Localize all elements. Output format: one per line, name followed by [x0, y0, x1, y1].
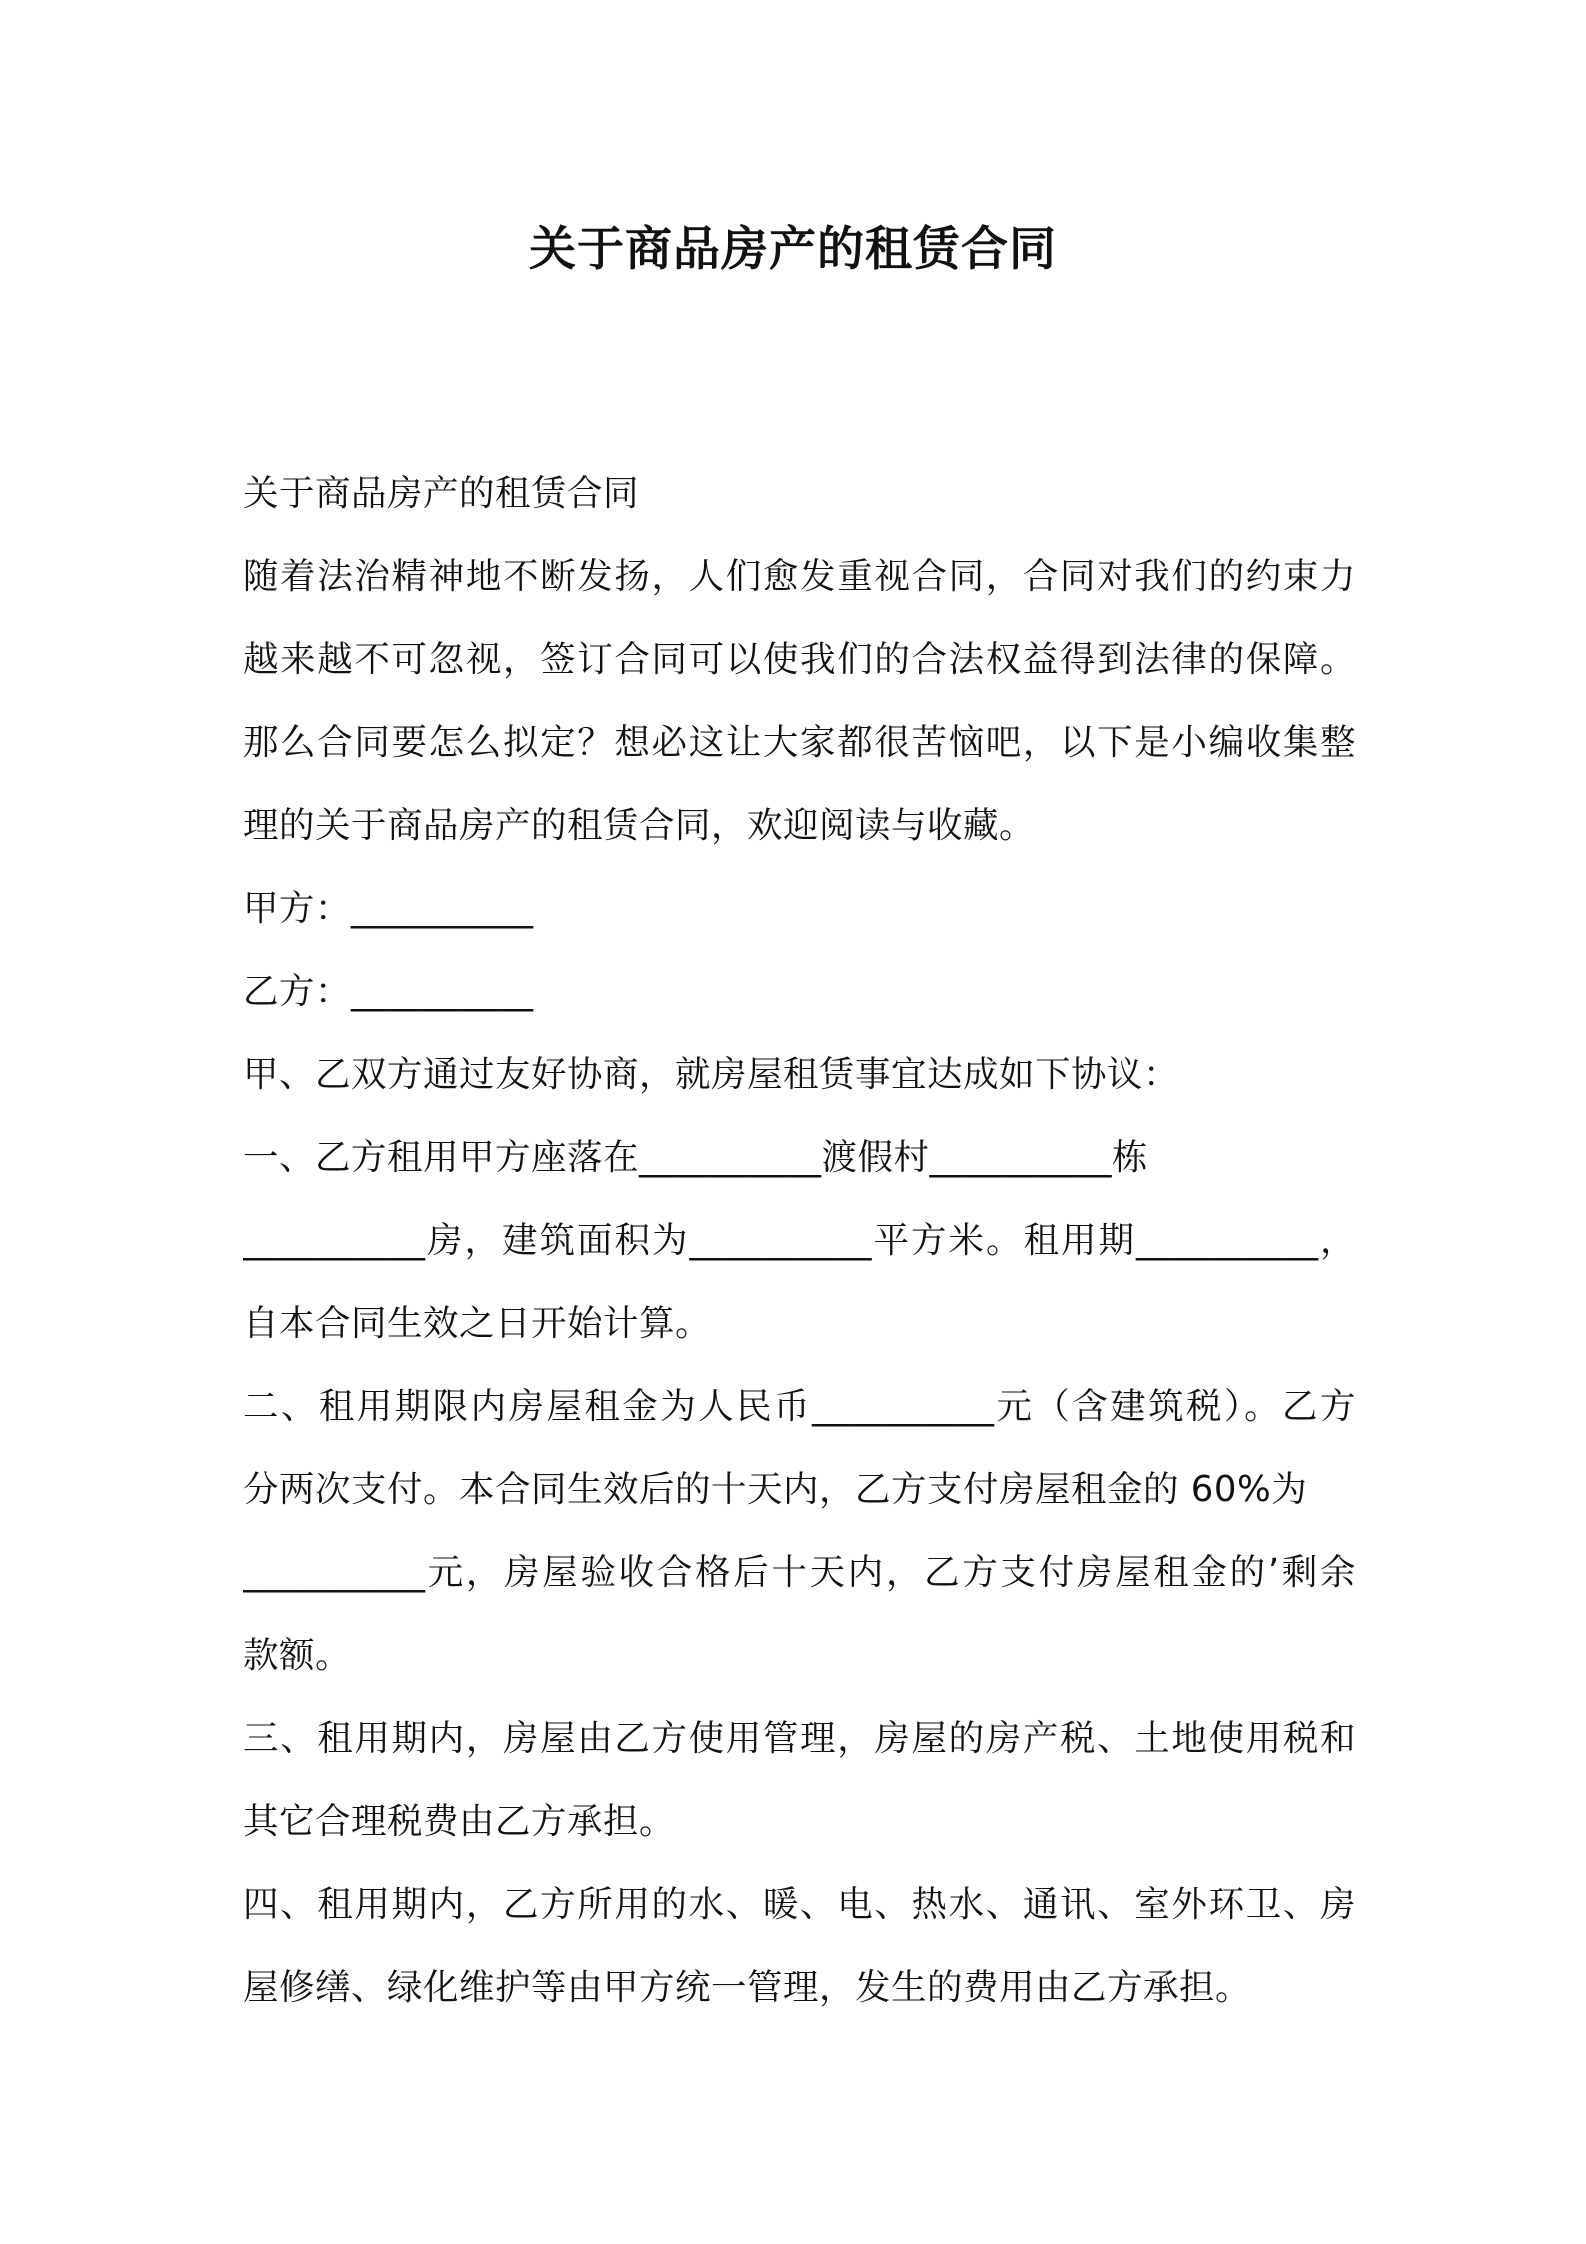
clause-2-line: 二、租用期限内房屋租金为人民币__________元（含建筑税）。乙方: [243, 1386, 1356, 1427]
paragraph-line: 随着法治精神地不断发扬，人们愈发重视合同，合同对我们的约束力: [243, 556, 1356, 597]
paragraph-line: 理的关于商品房产的租赁合同，欢迎阅读与收藏。: [243, 805, 1036, 846]
clause-1-line: __________房，建筑面积为__________平方米。租用期__________，: [243, 1220, 1356, 1261]
party-b-line: 乙方：__________: [243, 971, 534, 1012]
clause-1-line: 自本合同生效之日开始计算。: [243, 1303, 712, 1344]
clause-1-line: 一、乙方租用甲方座落在__________渡假村__________栋: [243, 1137, 1149, 1178]
paragraph-line: 越来越不可忽视，签订合同可以使我们的合法权益得到法律的保障。: [243, 639, 1356, 680]
clause-2-line: 分两次支付。本合同生效后的十天内，乙方支付房屋租金的 60%为: [243, 1469, 1308, 1510]
clause-2-line: 款额。: [243, 1635, 352, 1676]
agreement-intro: 甲、乙双方通过友好协商，就房屋租赁事宜达成如下协议：: [243, 1054, 1180, 1095]
clause-3-line: 其它合理税费由乙方承担。: [243, 1801, 676, 1842]
clause-2-line: __________元，房屋验收合格后十天内，乙方支付房屋租金的’剩余: [243, 1552, 1356, 1593]
party-a-line: 甲方：__________: [243, 888, 534, 929]
document-body: [243, 452, 1356, 2029]
document-title: 关于商品房产的租赁合同: [529, 222, 1057, 277]
clause-4-line: 四、租用期内，乙方所用的水、暖、电、热水、通讯、室外环卫、房: [243, 1884, 1356, 1925]
clause-4-line: 屋修缮、绿化维护等由甲方统一管理，发生的费用由乙方承担。: [243, 1967, 1252, 2008]
body-heading: 关于商品房产的租赁合同: [243, 473, 640, 514]
paragraph-line: 那么合同要怎么拟定？想必这让大家都很苦恼吧，以下是小编收集整: [243, 722, 1356, 763]
clause-3-line: 三、租用期内，房屋由乙方使用管理，房屋的房产税、土地使用税和: [243, 1718, 1356, 1759]
